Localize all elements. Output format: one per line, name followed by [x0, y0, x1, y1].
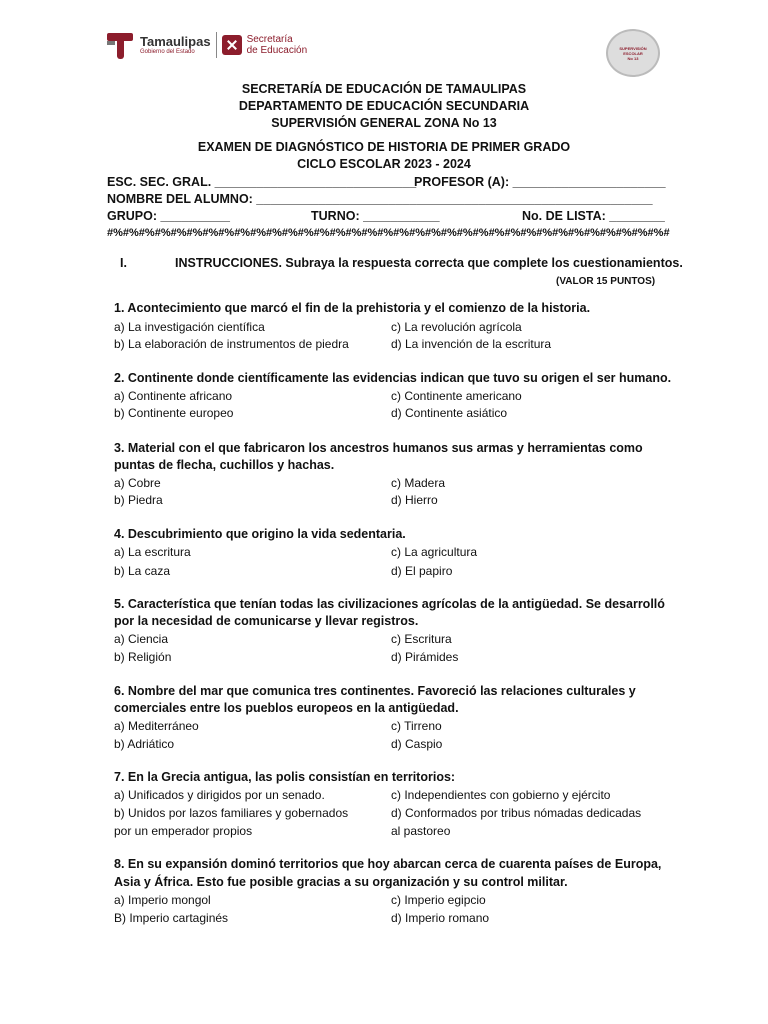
q8-option-a[interactable]: a) Imperio mongol [114, 893, 211, 907]
q1-option-c[interactable]: c) La revolución agrícola [391, 320, 522, 334]
student-name-field[interactable]: NOMBRE DEL ALUMNO: _________________________________________________________ [107, 192, 653, 206]
tamaulipas-logo [106, 28, 312, 62]
question-6-line-1: 6. Nombre del mar que comunica tres continentes. Favoreció las relaciones culturales y [114, 684, 636, 698]
q6-option-a[interactable]: a) Mediterráneo [114, 719, 199, 733]
q7-option-d-line-2[interactable]: al pastoreo [391, 824, 451, 838]
sep-logo-icon [222, 35, 242, 55]
q8-option-c[interactable]: c) Imperio egipcio [391, 893, 486, 907]
q1-option-d[interactable]: d) La invención de la escritura [391, 337, 552, 351]
q8-option-d[interactable]: d) Imperio romano [391, 911, 490, 925]
q7-option-a[interactable]: a) Unificados y dirigidos por un senado. [114, 788, 325, 802]
question-7: 7. En la Grecia antigua, las polis consistían en territorios: [114, 770, 456, 784]
q2-option-d[interactable]: d) Continente asiático [391, 406, 508, 420]
q5-option-b[interactable]: b) Religión [114, 650, 172, 664]
q2-option-c[interactable]: c) Continente americano [391, 389, 522, 403]
question-4: 4. Descubrimiento que origino la vida sedentaria. [114, 527, 406, 541]
tamaulipas-t-icon [106, 29, 136, 61]
header-line-2: DEPARTAMENTO DE EDUCACIÓN SECUNDARIA [238, 99, 530, 113]
question-1: 1. Acontecimiento que marcó el fin de la prehistoria y el comienzo de la historia. [114, 301, 591, 315]
q2-option-a[interactable]: a) Continente africano [114, 389, 233, 403]
shift-field[interactable]: TURNO: ___________ [311, 209, 440, 223]
q4-option-c[interactable]: c) La agricultura [391, 545, 478, 559]
question-2: 2. Continente donde científicamente las evidencias indican que tuvo su origen el ser humano. [114, 371, 672, 385]
supervision-seal-icon: SUPERVISIÓN ESCOLAR No 13 [606, 29, 660, 77]
q3-option-a[interactable]: a) Cobre [114, 476, 161, 490]
q1-option-b[interactable]: b) La elaboración de instrumentos de piedra [114, 337, 349, 351]
q4-option-a[interactable]: a) La escritura [114, 545, 191, 559]
q5-option-c[interactable]: c) Escritura [391, 632, 452, 646]
q6-option-c[interactable]: c) Tirreno [391, 719, 442, 733]
group-field[interactable]: GRUPO: __________ [107, 209, 230, 223]
q7-option-b-line-1[interactable]: b) Unidos por lazos familiares y gobernados [114, 806, 349, 820]
list-number-field[interactable]: No. DE LISTA: ________ [522, 209, 665, 223]
instructions-number: I. [120, 256, 127, 270]
school-cycle: CICLO ESCOLAR 2023 - 2024 [297, 157, 471, 171]
question-8-line-1: 8. En su expansión dominó territorios que hoy abarcan cerca de cuarenta países de Europa, [114, 857, 662, 871]
q3-option-c[interactable]: c) Madera [391, 476, 446, 490]
q4-option-d[interactable]: d) El papiro [391, 564, 453, 578]
question-3-line-1: 3. Material con el que fabricaron los ancestros humanos sus armas y herramientas como [114, 441, 643, 455]
q8-option-b[interactable]: B) Imperio cartaginés [114, 911, 229, 925]
question-5-line-1: 5. Característica que tenían todas las civilizaciones agrícolas de la antigüedad. Se desarrolló [114, 597, 665, 611]
logo-name: Tamaulipas [140, 33, 211, 49]
question-8-line-2: Asia y África. Esto fue posible gracias a su organización y su control militar. [114, 875, 568, 889]
logo-divider [216, 32, 217, 58]
header-line-1: SECRETARÍA DE EDUCACIÓN DE TAMAULIPAS [241, 82, 527, 96]
question-3-line-2: puntas de flecha, cuchillos y hachas. [114, 458, 335, 472]
q5-option-d[interactable]: d) Pirámides [391, 650, 459, 664]
q6-option-b[interactable]: b) Adriático [114, 737, 175, 751]
instructions-value: (VALOR 15 PUNTOS) [556, 276, 656, 287]
q5-option-a[interactable]: a) Ciencia [114, 632, 169, 646]
header-line-3: SUPERVISIÓN GENERAL ZONA No 13 [271, 116, 497, 130]
q7-option-d-line-1[interactable]: d) Conformados por tribus nómadas dedicadas [391, 806, 642, 820]
q4-option-b[interactable]: b) La caza [114, 564, 171, 578]
separator-line: #%#%#%#%#%#%#%#%#%#%#%#%#%#%#%#%#%#%#%#%#%#%#%#%#%#%#%#%#%#%#%#%#%#%#%# [107, 227, 670, 239]
instructions-text: INSTRUCCIONES. Subraya la respuesta correcta que complete los cuestionamientos. [175, 256, 683, 270]
q3-option-d[interactable]: d) Hierro [391, 493, 438, 507]
school-field[interactable]: ESC. SEC. GRAL. _____________________________ [107, 175, 417, 189]
sep-logo-text: Secretaría de Educación [246, 34, 308, 56]
question-6-line-2: comerciales entre los pueblos europeos en la antigüedad. [114, 701, 459, 715]
q2-option-b[interactable]: b) Continente europeo [114, 406, 234, 420]
question-5-line-2: por la necesidad de comunicarse y llevar registros. [114, 614, 419, 628]
q3-option-b[interactable]: b) Piedra [114, 493, 163, 507]
q6-option-d[interactable]: d) Caspio [391, 737, 443, 751]
teacher-field[interactable]: PROFESOR (A): ______________________ [414, 175, 666, 189]
q1-option-a[interactable]: a) La investigación científica [114, 320, 265, 334]
exam-title: EXAMEN DE DIAGNÓSTICO DE HISTORIA DE PRIMER GRADO [197, 140, 571, 154]
q7-option-c[interactable]: c) Independientes con gobierno y ejército [391, 788, 611, 802]
logo-sub: Gobierno del Estado [140, 48, 195, 55]
q7-option-b-line-2[interactable]: por un emperador propios [114, 824, 253, 838]
